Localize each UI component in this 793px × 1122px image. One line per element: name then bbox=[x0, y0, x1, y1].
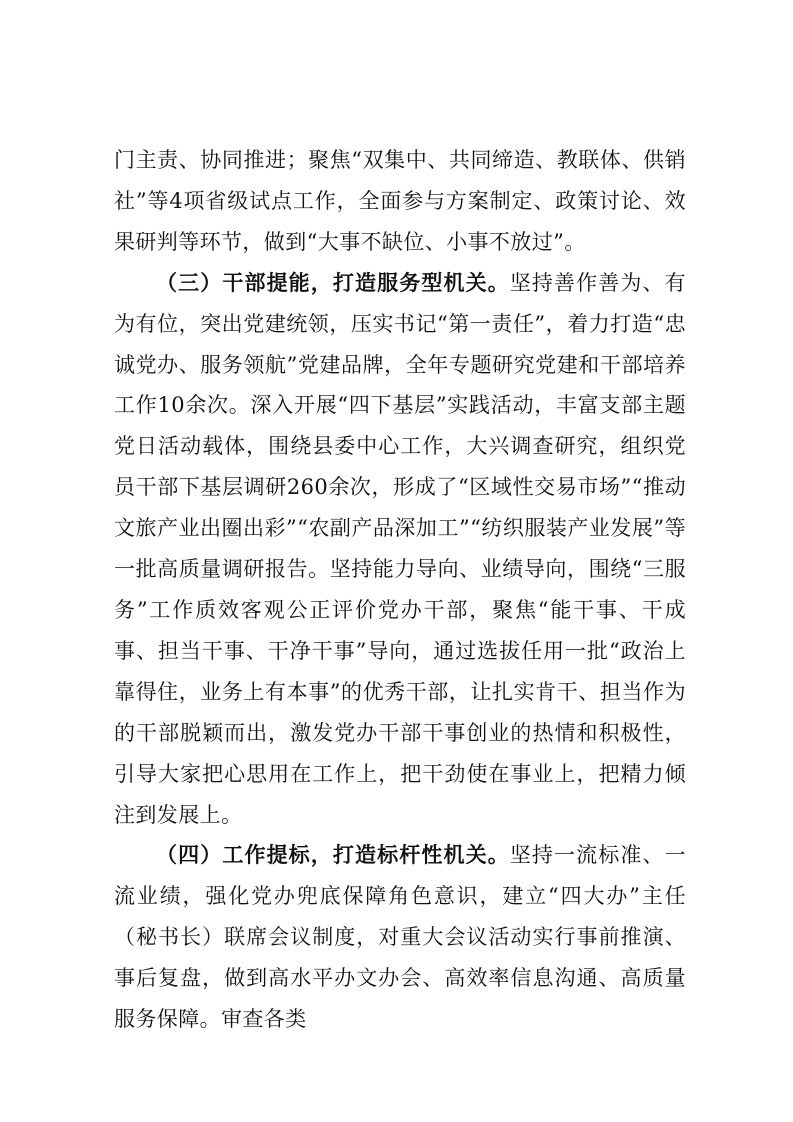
document-body bbox=[114, 140, 686, 1040]
section-four-heading: （四）工作提标，打造标杆性机关。 bbox=[156, 843, 510, 868]
section-four-body: 坚持一流标准、一流业绩，强化党办兜底保障角色意识，建立“四大办”主任（秘书长）联席会议制度，对重大会议活动实行事前推演、事后复盘，做到高水平办文办会、高效率信息沟通、高质量服务保障。审查各类 bbox=[114, 843, 687, 1032]
section-three-heading: （三）干部提能，打造服务型机关。 bbox=[156, 270, 510, 295]
section-three-body: 坚持善作善为、有为有位，突出党建统领，压实书记“第一责任”，着力打造“忠诚党办、服务领航”党建品牌，全年专题研究党建和干部培养工作10余次。深入开展“四下基层”实践活动，丰富支部主题党日活动载体，围绕县委中心工作，大兴调查研究，组织党员干部下基层调研260余次，形成了“区域性交易市场”“推动文旅产业出圈出彩”“农副产品深加工”“纺织服装产业发展”等一批高质量调研报告。坚持能力导向、业绩导向，围绕“三服务”工作质效客观公正评价党办干部，聚焦“能干事、干成事、担当干事、干净干事”导向，通过选拔任用一批“政治上靠得住，业务上有本事”的优秀干部，让扎实肯干、担当作为的干部脱颖而出，激发党办干部干事创业的热情和积极性，引导大家把心思用在工作上，把干劲使在事业上，把精力倾注到发展上。 bbox=[114, 270, 687, 827]
paragraph-body-text: 门主责、协同推进；聚焦“双集中、共同缔造、教联体、供销社”等4项省级试点工作，全面参与方案制定、政策讨论、效果研判等环节，做到“大事不缺位、小事不放过”。 bbox=[114, 148, 686, 254]
paragraph-section-three bbox=[114, 263, 686, 836]
paragraph-section-four bbox=[114, 835, 686, 1040]
paragraph-continuation bbox=[114, 140, 686, 263]
